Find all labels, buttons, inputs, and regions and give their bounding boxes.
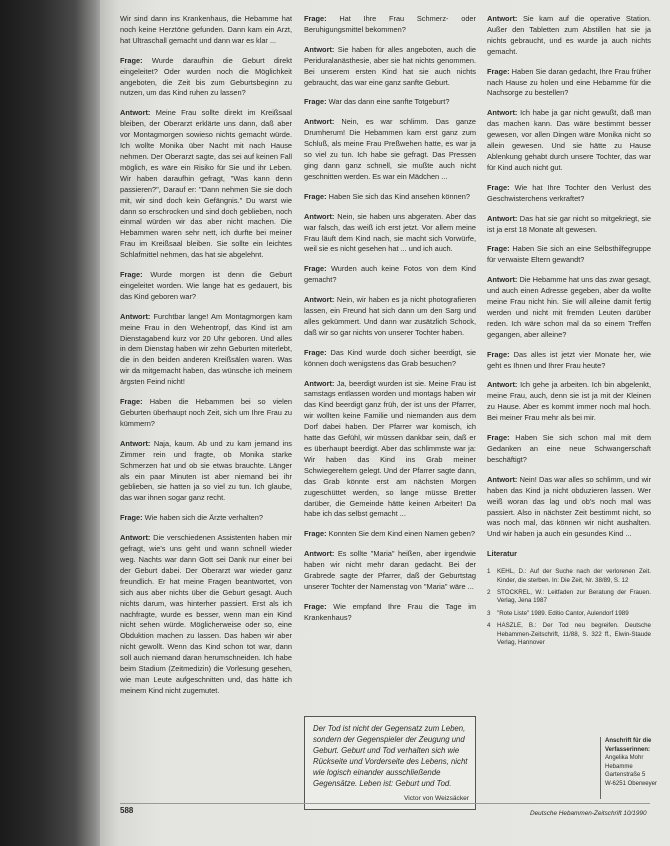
quote-text: Der Tod ist nicht der Gegensatz zum Leben, sondern der Gegenspieler der Zeugung und Geburt. Geburt und Tod verhalten sich wie Rückseite und Vorderseite des Lebens, nicht wie logisch einander ausschließende Gegensätze. Leben ist: Geburt und Tod. [313,724,468,788]
question: Frage: Haben Sie sich das Kind ansehen können? [304,191,471,201]
literature-item: 1 KEHL, D.: Auf der Suche nach der verlorenen Zeit. Kinder, die sterben. In: Die Zeit, Nr. 38/89, S. 12 [487,568,651,584]
answer: Antwort: Nein, sie haben uns abgeraten. Aber das war falsch, das weiß ich erst jetzt. Vor allem meine Frau läuft dem Kind nach, sie macht sich Vorwürfe, weil sie es nicht gesehen hat ... und ich auch. [304,211,476,254]
literature-heading: Literatur [487,549,517,559]
question: Frage: Wie haben sich die Ärzte verhalten? [120,513,263,523]
answer: Antwort: Die Hebamme hat uns das zwar gesagt, und auch einen Adresse gegeben, aber da wollte meine Frau nicht hin. Sie will alleine damit fertig werden und nicht mit fremden Leuten darüber reden. Ich wäre schon mal da so einem Treffen gegangen, aber alleine? [487,275,651,339]
literature-item: 4 HASZLE, B.: Der Tod neu begreifen. Deutsche Hebammen-Zeitschrift, 11/88, S. 322 ff., Elwin-Staude Verlag, Hannover [487,622,651,646]
paragraph: Wir sind dann ins Krankenhaus, die Hebamme hat noch keine Herztöne gefunden. Dann kam ein Arzt, hat Ultraschall gemacht und dann war es klar ... [120,14,292,45]
answer: Antwort: Die verschiedenen Assistenten haben mir gefragt, wie's uns geht und wann schnell wieder weg. Nachts war dann Gott sei Dank nur einer bei der Geburt dabei. Der Oberarzt war wieder ganz freundlich. Er hat meine Fragen beantwortet, von sich aus aber nichts über die Geburt gesagt. Auch nichts darum, was hinterher passiert. Erst als ich nachfragte, wurde es besser, wenn man ein Kind nicht sehen würde. Möglicherweise oder so, eine Obduktion machen zu lassen. Das haben wir aber nicht gewollt. Wenn das Kind schon tot war, dann soll auch niemand daran herumschneiden. Ich habe beim Stadium (Zeitmedizin) die Vorlesung gesehen, wie man Leute aufgeschnitten und, das hätte ich meinem Kind nicht zugemutet. [120,533,293,695]
quote-box [304,716,476,810]
question: Frage: Konnten Sie dem Kind einen Namen geben? [304,529,475,539]
footer-divider [120,803,650,804]
answer: Antwort: Sie kam auf die operative Station. Außer den Tabletten zum Abstillen hat sie ja nichts gebraucht, und es wurde ja auch nichts gemacht. [487,14,651,56]
answer: Antwort: Es sollte "Maria" heißen, aber irgendwie haben wir nicht mehr daran gedacht. Bei der Grabrede sagte der Pfarrer, daß der Geburtstag unserer Tochter der Namenstag von "Maria" wäre ... [304,549,476,591]
answer: Antwort: Nein! Das war alles so schlimm, und wir haben das Kind ja nicht obduzieren lassen. Wer weiß woran das lag und ob's noch mal was passiert. Also in nächster Zeit bestimmt nicht, so was noch mal, das können wir nicht aushalten. Und wir haben ja auch ein gesundes Kind ... [487,474,652,539]
question: Frage: Hat Ihre Frau Schmerz- oder Beruhigungsmittel bekommen? [304,14,476,34]
question: Frage: Haben die Hebammen bei so vielen Geburten überhaupt noch Zeit, sich um Ihre Frau zu kümmern? [120,397,292,428]
question: Frage: Wie empfand Ihre Frau die Tage im Krankenhaus? [304,601,476,622]
question: Frage: Wurden auch keine Fotos von dem Kind gemacht? [304,264,476,285]
answer: Antwort: Sie haben für alles angeboten, auch die Periduralanästhesie, aber sie hat nichts genommen. Bei unserem ersten Kind hat sie auch nichts gebraucht, das war eine ganz sanfte Geburt. [304,44,476,87]
text-column-1 [120,14,292,706]
answer: Antwort: Das hat sie gar nicht so mitgekriegt, sie ist ja erst 18 Monate alt gewesen. [487,213,652,234]
author-address-box [600,737,670,799]
quote-author: Victor von Weizsäcker [404,795,469,802]
literature-item: 2 STOCKREL, W.: Leitfaden zur Beratung der Frauen. Verlag, Jena 1987 [487,588,651,605]
literature-item: 3 "Rote Liste" 1989. Editio Cantor, Aulendorf 1989 [487,609,629,617]
answer: Antwort: Nein, wir haben es ja nicht photografieren lassen, ein Freund hat sich dann um den Sarg und alles gekümmert. Und dann war zusätzlich Schock, daß wir so gar nichts von unserer Tochter haben. [304,295,476,337]
answer: Antwort: Nein, es war schlimm. Das ganze Drumherum! Die Hebammen kam erst ganz zum Schluß, als meine Frau Preßwehen hatte, es war ja so viel zu tun. Ich habe sie gefragt. Das Pressen ging dann ganz schnell, sie mußte auch nicht geschnitten werden. Es war ein Mädchen ... [304,117,476,181]
page-number: 588 [120,806,134,815]
question: Frage: Haben Sie sich an eine Selbsthilfegruppe für verwaiste Eltern gewandt? [487,244,651,265]
address-line: W-6251 Oberweyer [605,780,657,787]
question: Frage: Haben Sie sich schon mal mit dem Gedanken an eine neue Schwangerschaft beschäftigt? [487,433,651,464]
address-title: Anschrift für die Verfasserinnen: [605,738,652,753]
answer: Antwort: Furchtbar lange! Am Montagmorgen kam meine Frau in den Wehentropf, das Kind ist am Dienstagabend kurz vor 20 Uhr geboren. Und alles in dem Dienstag haben wir zehn Geburten miterlebt, die in den beiden anderen Kreißsälen waren. Was wir da mitgemacht haben, das wünsche ich meinem ärgsten Feind nicht! [120,311,292,387]
text-column-2 [304,14,476,633]
address-line: Gartenstraße 5 [605,772,646,778]
address-line: Angelika Mohr [605,755,644,761]
text-column-3 [487,14,651,651]
question: Frage: Wurde morgen ist denn die Geburt eingeleitet worden. Wie lange hat es gedauert, bis das Kind geboren war? [120,270,293,301]
answer: Antwort: Meine Frau sollte direkt im Kreißsaal bleiben, der Oberarzt erklärte uns dann, daß aber vor Montagmorgen sowieso nichts gemacht würde. Ich wollte Monika über Nacht mit nach Hause nehmen. Der Oberarzt sagte, das sei auf keinen Fall möglich, es wäre ein Risiko für Sie und ihr Leben. Wir haben daraufhin gefragt, "Was kann denn passieren?", Darauf er: "Dann nehmen Sie sie doch mit, wir sind doch kein Gefängnis." Du warst wie dann so erschrocken und sind doch geblieben, noch einmal würden wir das aber nicht machen. Die Hebammen waren sehr nett, ich durfte bei meiner Frau im Kreißsaal bleiben. Sie sollte ein leichtes Schlafmittel nehmen, das hat sie abgelehnt. [120,108,292,260]
literature-list [487,568,651,647]
question: Frage: War das dann eine sanfte Totgeburt? [304,97,450,107]
question: Frage: Wie hat Ihre Tochter den Verlust des Geschwisterchens verkraftet? [487,182,651,203]
question: Frage: Wurde daraufhin die Geburt direkt eingeleitet? Oder wurden noch die Möglichkeit angeboten, die Zeit bis zum Geburtsbeginn zu nutzen, um das Kind ruhen zu lassen? [120,55,292,98]
question: Frage: Das alles ist jetzt vier Monate her, wie geht es Ihnen und Ihrer Frau heute? [487,349,652,370]
journal-footer: Deutsche Hebammen-Zeitschrift 10/1990 [530,810,647,817]
answer: Antwort: Ich gehe ja arbeiten. Ich bin abgelenkt, meine Frau, auch, denn sie ist ja mit der Kleinen zu Hause. Aber es kommt immer noch mal hoch. Bei meiner Frau mehr als bei mir. [487,380,651,423]
address-line: Hebamme [605,763,633,770]
question: Frage: Das Kind wurde doch sicher beerdigt, sie können doch wenigstens das Grab besuchen? [304,347,476,368]
question: Frage: Haben Sie daran gedacht, Ihre Frau früher nach Hause zu holen und eine Hebamme für die Nachsorge zu bestellen? [487,66,651,98]
answer: Antwort: Naja, kaum. Ab und zu kam jemand ins Zimmer rein und fragte, ob Monika starke Schmerzen hat und ob sie etwas brauchte. Länger als ein paar Minuten ist aber niemand bei ihr geblieben, sie hatten ja so viel zu tun. Ich glaube, das war ihnen sogar ganz recht. [120,438,292,503]
book-gutter-shadow [0,0,108,846]
answer: Antwort: Ich habe ja gar nicht gewußt, daß man das machen kann. Das wäre bestimmt besser gewesen, vor allen Dingen wäre Monika nicht so allein gewesen. Und sie hätte zu Hause Ablenkung gehabt durch unsere Tochter, das war für Kind auch nicht gut. [487,108,651,172]
answer: Antwort: Ja, beerdigt wurden ist sie. Meine Frau ist samstags entlassen worden und montags haben wir das Kind beerdigt ganz früh, der ist uns der Pfarrer, wir wollten keine Familie und niemanden aus dem Dorf dabei haben. Der Pfarrer war komisch, ich hatte das Gefühl, wir müssen dankbar sein, daß er es überhaupt beerdigt. Aber das schlimmste war ja: Wir haben das Kind ins Grab meiner Schwiegereltern gelegt. Und der Pfarrer sagte dann, das Grab könnte erst am nächsten Morgen zugeschüttet werden, so lange müsse Bretter darüber, die Gemeinde hätte keinen Arbeiter! Da habe ich das selbst gemacht ... [304,378,476,519]
